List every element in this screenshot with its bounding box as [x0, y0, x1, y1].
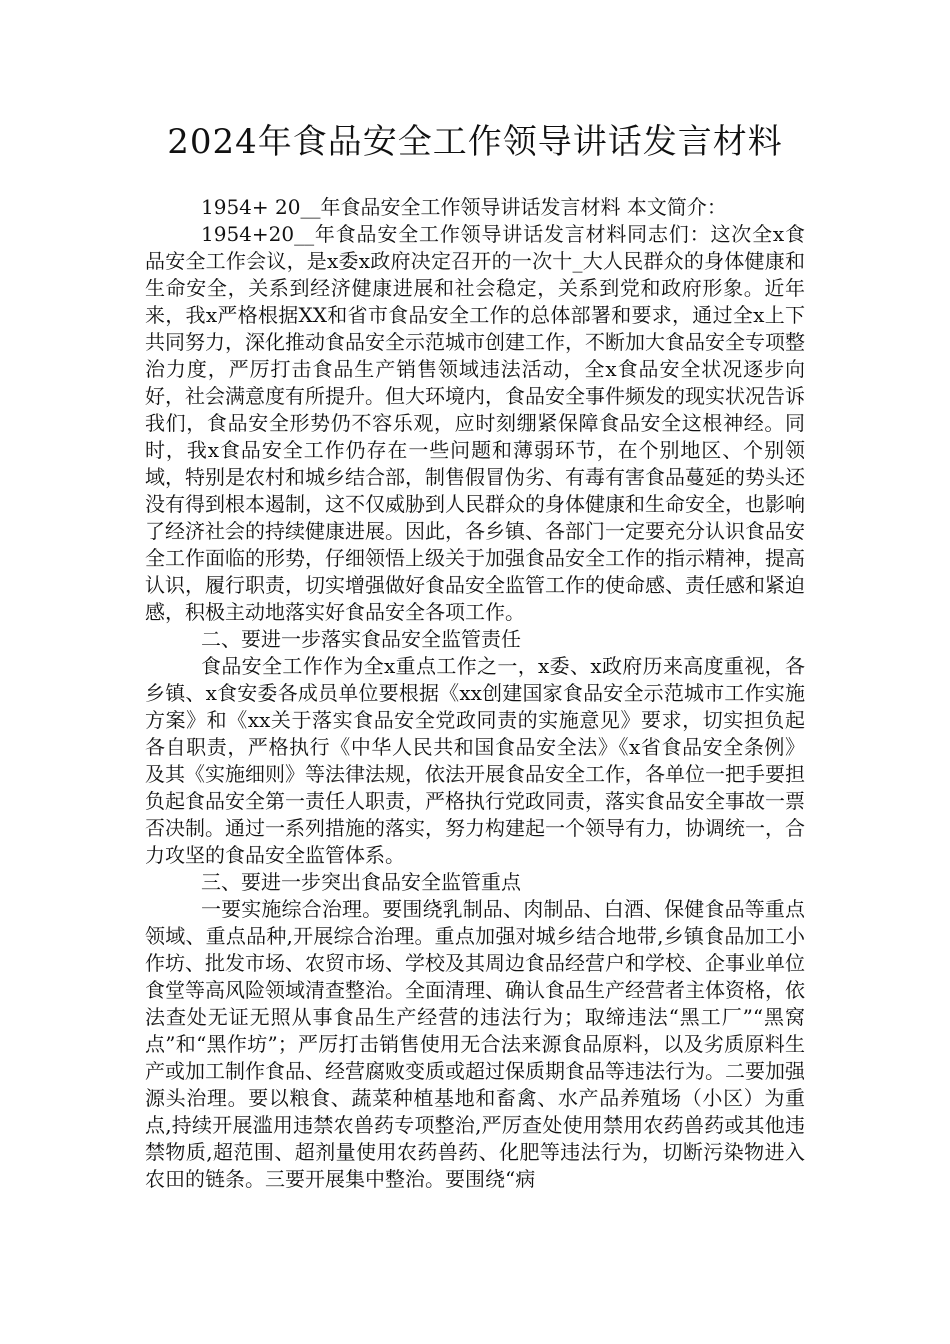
body-paragraph-2: 食品安全工作作为全x重点工作之一，x委、x政府历来高度重视，各乡镇、x食安委各成员单位要根据《xx创建国家食品安全示范城市工作实施方案》和《xx关于落实食品安全党政同责的实施意见》要求，切实担负起各自职责，严格执行《中华人民共和国食品安全法》《x省食品安全条例》及其《实施细则》等法律法规，依法开展食品安全工作，各单位一把手要担负起食品安全第一责任人职责，严格执行党政同责，落实食品安全事故一票否决制。通过一系列措施的落实，努力构建起一个领导有力，协调统一，合力攻坚的食品安全监管体系。: [145, 654, 805, 867]
document-page: [145, 120, 805, 1193]
body-paragraph-3: 一要实施综合治理。要围绕乳制品、肉制品、白酒、保健食品等重点领域、重点品种,开展综合治理。重点加强对城乡结合地带,乡镇食品加工小作坊、批发市场、农贸市场、学校及其周边食品经营户和学校、企事业单位食堂等高风险领域清查整治。全面清理、确认食品生产经营者主体资格，依法查处无证无照从事食品生产经营的违法行为；取缔违法“黑工厂”“黑窝点”和“黑作坊”；严厉打击销售使用无合法来源食品原料，以及劣质原料生产或加工制作食品、经营腐败变质或超过保质期食品等违法行为。二要加强源头治理。要以粮食、蔬菜种植基地和畜禽、水产品养殖场（小区）为重点,持续开展滥用违禁农兽药专项整治,严厉查处使用禁用农药兽药或其他违禁物质,超范围、超剂量使用农药兽药、化肥等违法行为，切断污染物进入农田的链条。三要开展集中整治。要围绕“病: [145, 897, 805, 1191]
intro-line: 1954+ 20__年食品安全工作领导讲话发言材料 本文简介：: [201, 195, 727, 219]
body-paragraph-1: 1954+20__年食品安全工作领导讲话发言材料同志们：这次全x食品安全工作会议，是x委x政府决定召开的一次十_大人民群众的身体健康和生命安全，关系到经济健康进展和社会稳定，关系到党和政府形象。近年来，我x严格根据XX和省市食品安全工作的总体部署和要求，通过全x上下共同努力，深化推动食品安全示范城市创建工作，不断加大食品安全专项整治力度，严厉打击食品生产销售领域违法活动，全x食品安全状况逐步向好，社会满意度有所提升。但大环境内，食品安全事件频发的现实状况告诉我们，食品安全形势仍不容乐观，应时刻绷紧保障食品安全这根神经。同时，我x食品安全工作仍存在一些问题和薄弱环节，在个别地区、个别领域，特别是农村和城乡结合部，制售假冒伪劣、有毒有害食品蔓延的势头还没有得到根本遏制，这不仅威胁到人民群众的身体健康和生命安全，也影响了经济社会的持续健康进展。因此，各乡镇、各部门一定要充分认识食品安全工作面临的形势，仔细领悟上级关于加强食品安全工作的指示精神，提高认识，履行职责，切实增强做好食品安全监管工作的使命感、责任感和紧迫感，积极主动地落实好食品安全各项工作。: [145, 222, 805, 624]
section-heading-2: 二、要进一步落实食品安全监管责任: [201, 627, 521, 651]
section-heading-3: 三、要进一步突出食品安全监管重点: [201, 870, 521, 894]
document-title: 2024年食品安全工作领导讲话发言材料: [167, 122, 783, 162]
